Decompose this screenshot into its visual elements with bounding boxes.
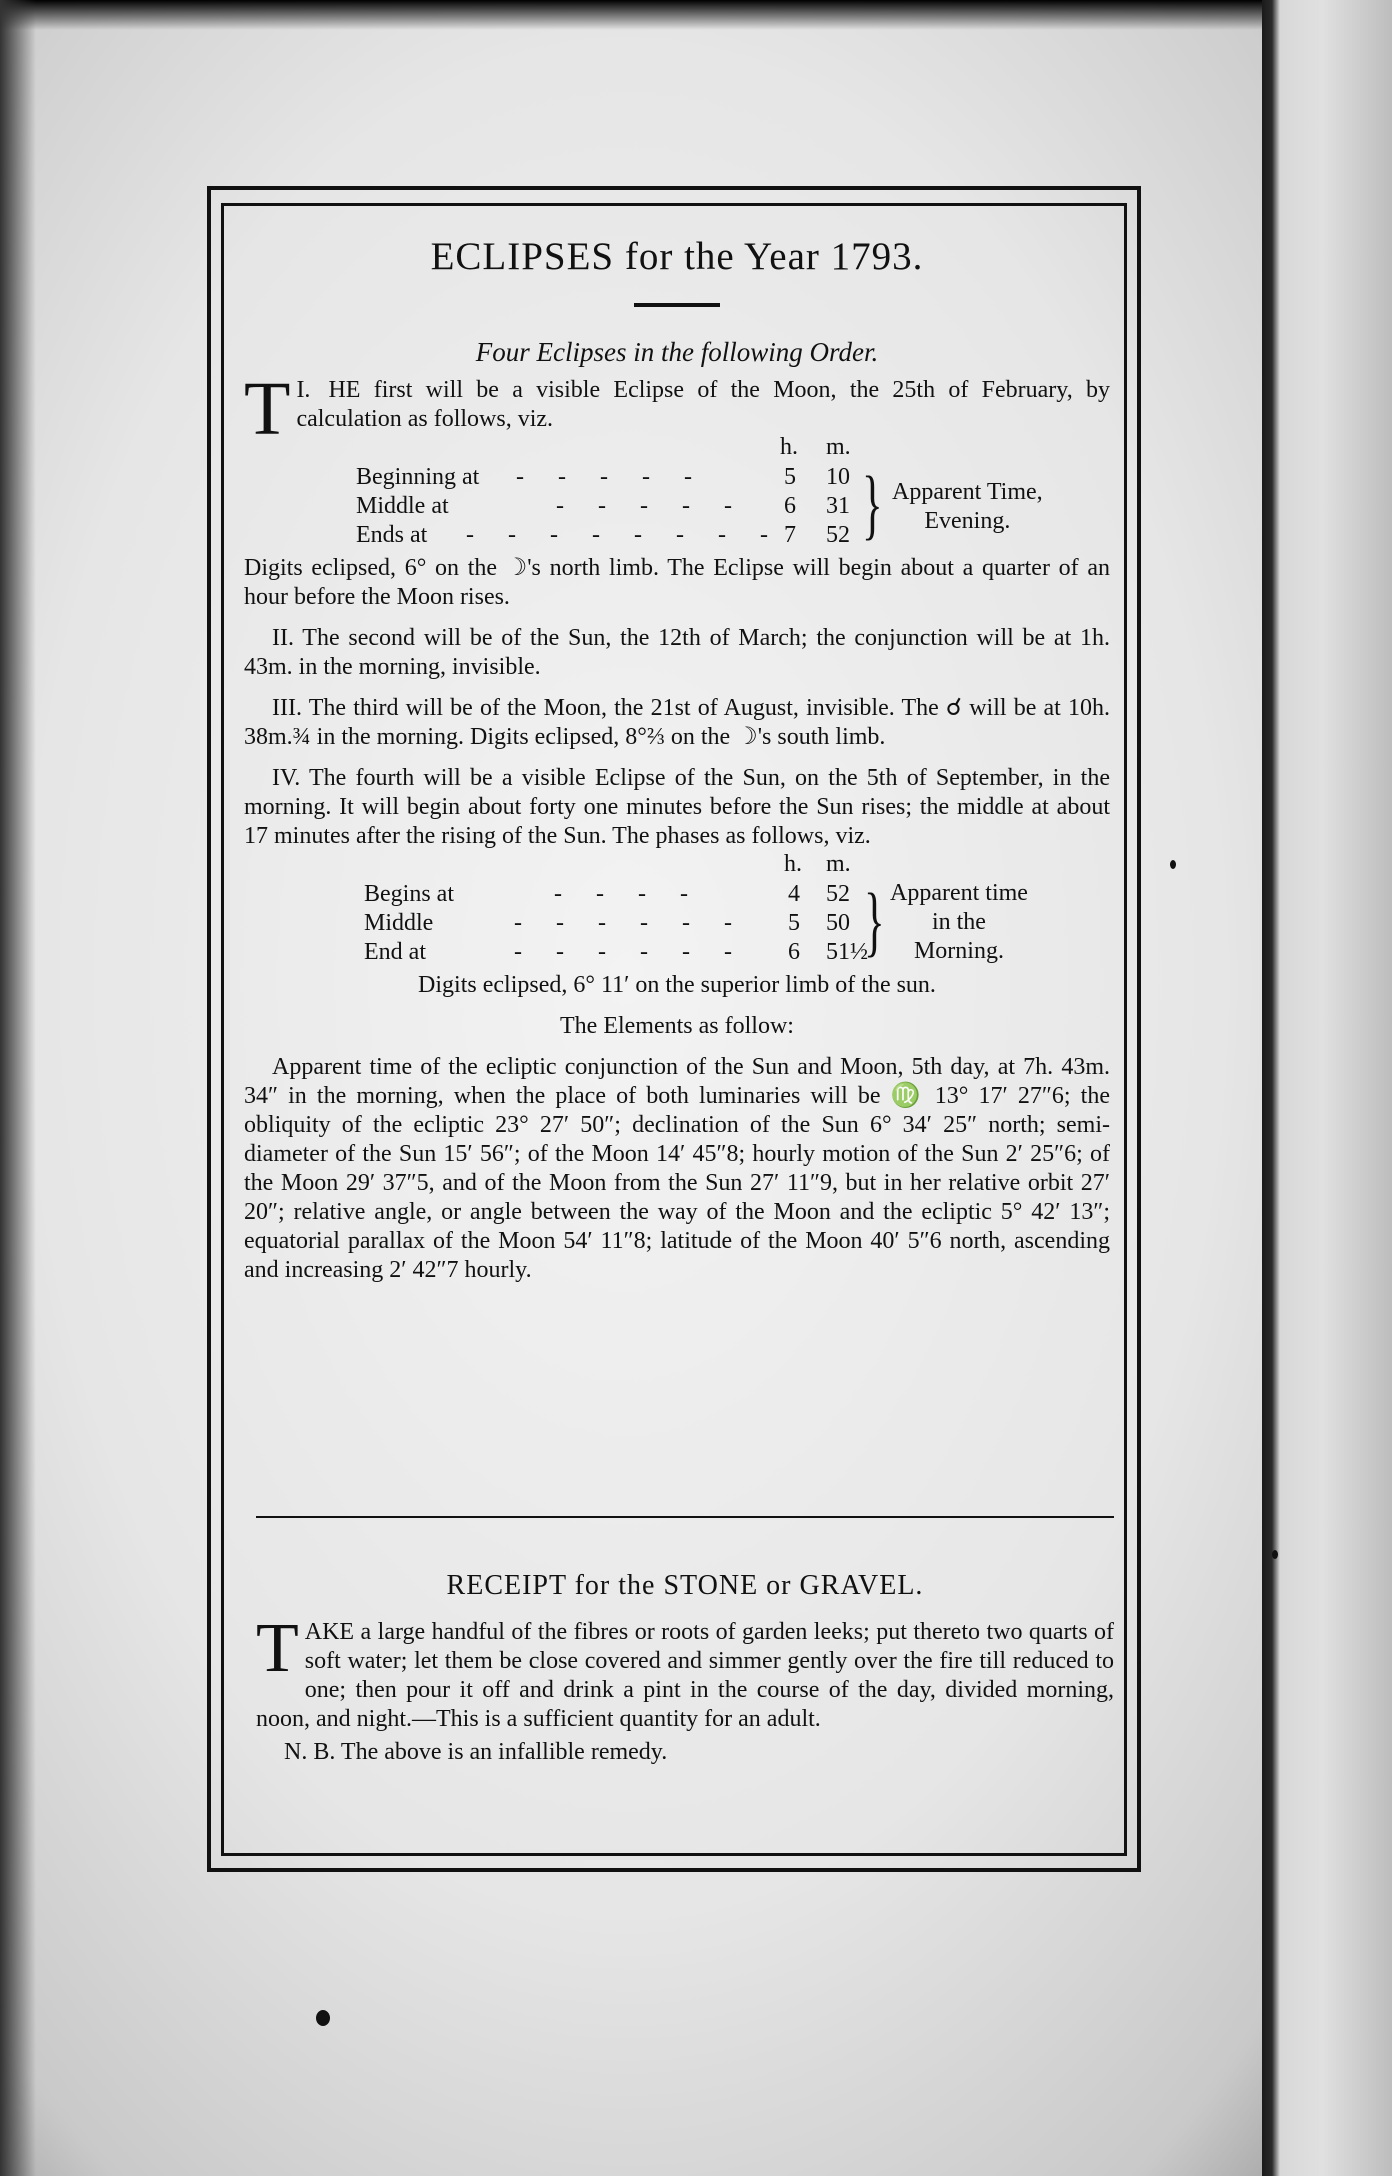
receipt-text: AKE a large handful of the fibres or roots of garden leeks; put thereto two quarts of soft water; let them be close covered and simmer gently over the fire till reduced to one; then pour it off and drink a pint in the course of the day, divided morning, noon, and night.—This is a sufficient quantity for an adult. bbox=[256, 1619, 1114, 1732]
receipt-nb: N. B. The above is an infallible remedy. bbox=[284, 1739, 668, 1765]
first-eclipse-paragraph bbox=[244, 367, 1110, 451]
ink-speck bbox=[316, 2010, 330, 2026]
receipt-paragraph bbox=[256, 1610, 1114, 1734]
col-m: m. bbox=[826, 434, 851, 460]
title-rule bbox=[634, 303, 720, 307]
row-hour: 5 bbox=[784, 464, 796, 490]
fourth-eclipse-text: The fourth will be a visible Eclipse of the Sun, on the 5th of September, in the morning. It will begin about forty one minutes before the Sun rises; the middle at about 17 minutes after the rising of the Sun. The phases as follows, viz. bbox=[244, 765, 1110, 849]
second-eclipse-paragraph bbox=[244, 624, 1110, 682]
col-h: h. bbox=[780, 434, 798, 460]
book-spine-edge bbox=[1262, 0, 1392, 2176]
row-minute: 52 bbox=[826, 522, 850, 548]
fourth-eclipse-table bbox=[364, 851, 1110, 971]
row-hour: 7 bbox=[784, 522, 796, 548]
fourth-eclipse-number: IV. bbox=[272, 765, 301, 791]
fourth-eclipse-paragraph bbox=[244, 764, 1110, 851]
receipt-section bbox=[256, 1570, 1114, 1767]
receipt-title: RECEIPT for the STONE or GRAVEL. bbox=[446, 1570, 924, 1601]
row-label: Beginning at bbox=[356, 464, 480, 490]
fourth-eclipse-after: Digits eclipsed, 6° 11′ on the superior limb of the sun. bbox=[418, 972, 936, 998]
row-label: Middle bbox=[364, 910, 434, 936]
col-h: h. bbox=[784, 851, 802, 877]
subtitle: Four Eclipses in the following Order. bbox=[475, 337, 879, 367]
row-hour: 6 bbox=[784, 493, 796, 519]
row-label: Middle at bbox=[356, 493, 449, 519]
row-hour: 6 bbox=[788, 939, 800, 965]
row-minute: 10 bbox=[826, 464, 850, 490]
section-divider bbox=[256, 1516, 1114, 1518]
third-eclipse-text: The third will be of the Moon, the 21st of August, invisible. The ☌ will be at 10h. 38m.¾ in the morning. Digits eclipsed, 8°⅔ on the ☽'s south limb. bbox=[244, 695, 1110, 750]
row-dots: - - - - - - bbox=[514, 939, 746, 965]
row-dots: - - - - bbox=[554, 881, 702, 907]
row-label: Begins at bbox=[364, 881, 454, 907]
second-eclipse-text: The second will be of the Sun, the 12th of March; the conjunction will be at 1h. 43m. in the morning, invisible. bbox=[244, 625, 1110, 680]
time-note-line: Morning. bbox=[913, 938, 1004, 964]
row-minute: 31 bbox=[826, 493, 850, 519]
third-eclipse-paragraph bbox=[244, 694, 1110, 752]
row-label: End at bbox=[364, 939, 426, 965]
time-note-line: Apparent time bbox=[890, 880, 1028, 906]
col-m: m. bbox=[826, 851, 851, 877]
elements-heading: The Elements as follow: bbox=[560, 1013, 794, 1039]
time-note-line: Apparent Time, bbox=[892, 479, 1043, 505]
row-dots: - - - - - - bbox=[514, 910, 746, 936]
row-dots: - - - - - - - - bbox=[466, 522, 782, 548]
row-dots: - - - - - bbox=[516, 464, 706, 490]
receipt-dropcap: T bbox=[256, 1610, 299, 1687]
first-dropcap: T bbox=[244, 367, 291, 451]
first-eclipse-text: HE first will be a visible Eclipse of the Moon, the 25th of February, by calculation as follows, viz. bbox=[296, 377, 1110, 432]
row-minute: 51½ bbox=[826, 939, 868, 965]
time-note-line: Evening. bbox=[924, 508, 1011, 534]
row-label: Ends at bbox=[356, 522, 428, 548]
second-eclipse-number: II. bbox=[272, 625, 294, 651]
row-dots: - - - - - bbox=[556, 493, 746, 519]
row-hour: 4 bbox=[788, 881, 800, 907]
page-title: ECLIPSES for the Year 1793. bbox=[430, 235, 924, 278]
brace: } bbox=[862, 460, 883, 547]
first-eclipse-table bbox=[356, 434, 1110, 554]
third-eclipse-number: III. bbox=[272, 695, 302, 721]
scan-edge-top bbox=[0, 0, 1392, 30]
ink-speck bbox=[1170, 860, 1176, 869]
time-note-line: in the bbox=[931, 909, 986, 935]
scan-edge-left bbox=[0, 0, 36, 2176]
row-hour: 5 bbox=[788, 910, 800, 936]
eclipses-section bbox=[244, 232, 1110, 1285]
first-eclipse-number: I. bbox=[296, 377, 311, 403]
first-eclipse-after: Digits eclipsed, 6° on the ☽'s north limb. The Eclipse will begin about a quarter of an hour before the Moon rises. bbox=[244, 555, 1110, 610]
elements-text: Apparent time of the ecliptic conjunction of the Sun and Moon, 5th day, at 7h. 43m. 34″ in the morning, when the place of both luminaries will be ♍ 13° 17′ 27″6; the obliquity of the ecliptic 23° 27′ 50″; declination of the Sun 6° 34′ 25″ north; semi-diameter of the Sun 15′ 56″; of the Moon 14′ 45″8; hourly motion of the Sun 2′ 25″6; of the Moon 29′ 37″5, and of the Moon from the Sun 27′ 11″9, but in her relative orbit 27′ 20″; relative angle, or angle between the way of the Moon and the ecliptic 5° 42′ 13″; equatorial parallax of the Moon 54′ 11″8; latitude of the Moon 40′ 5″6 north, ascending and increasing 2′ 42″7 hourly. bbox=[244, 1054, 1110, 1283]
row-minute: 50 bbox=[826, 910, 850, 936]
time-note bbox=[890, 879, 1028, 966]
row-minute: 52 bbox=[826, 881, 850, 907]
time-note bbox=[892, 478, 1043, 536]
brace: } bbox=[864, 877, 885, 964]
ink-speck bbox=[1272, 1550, 1278, 1559]
